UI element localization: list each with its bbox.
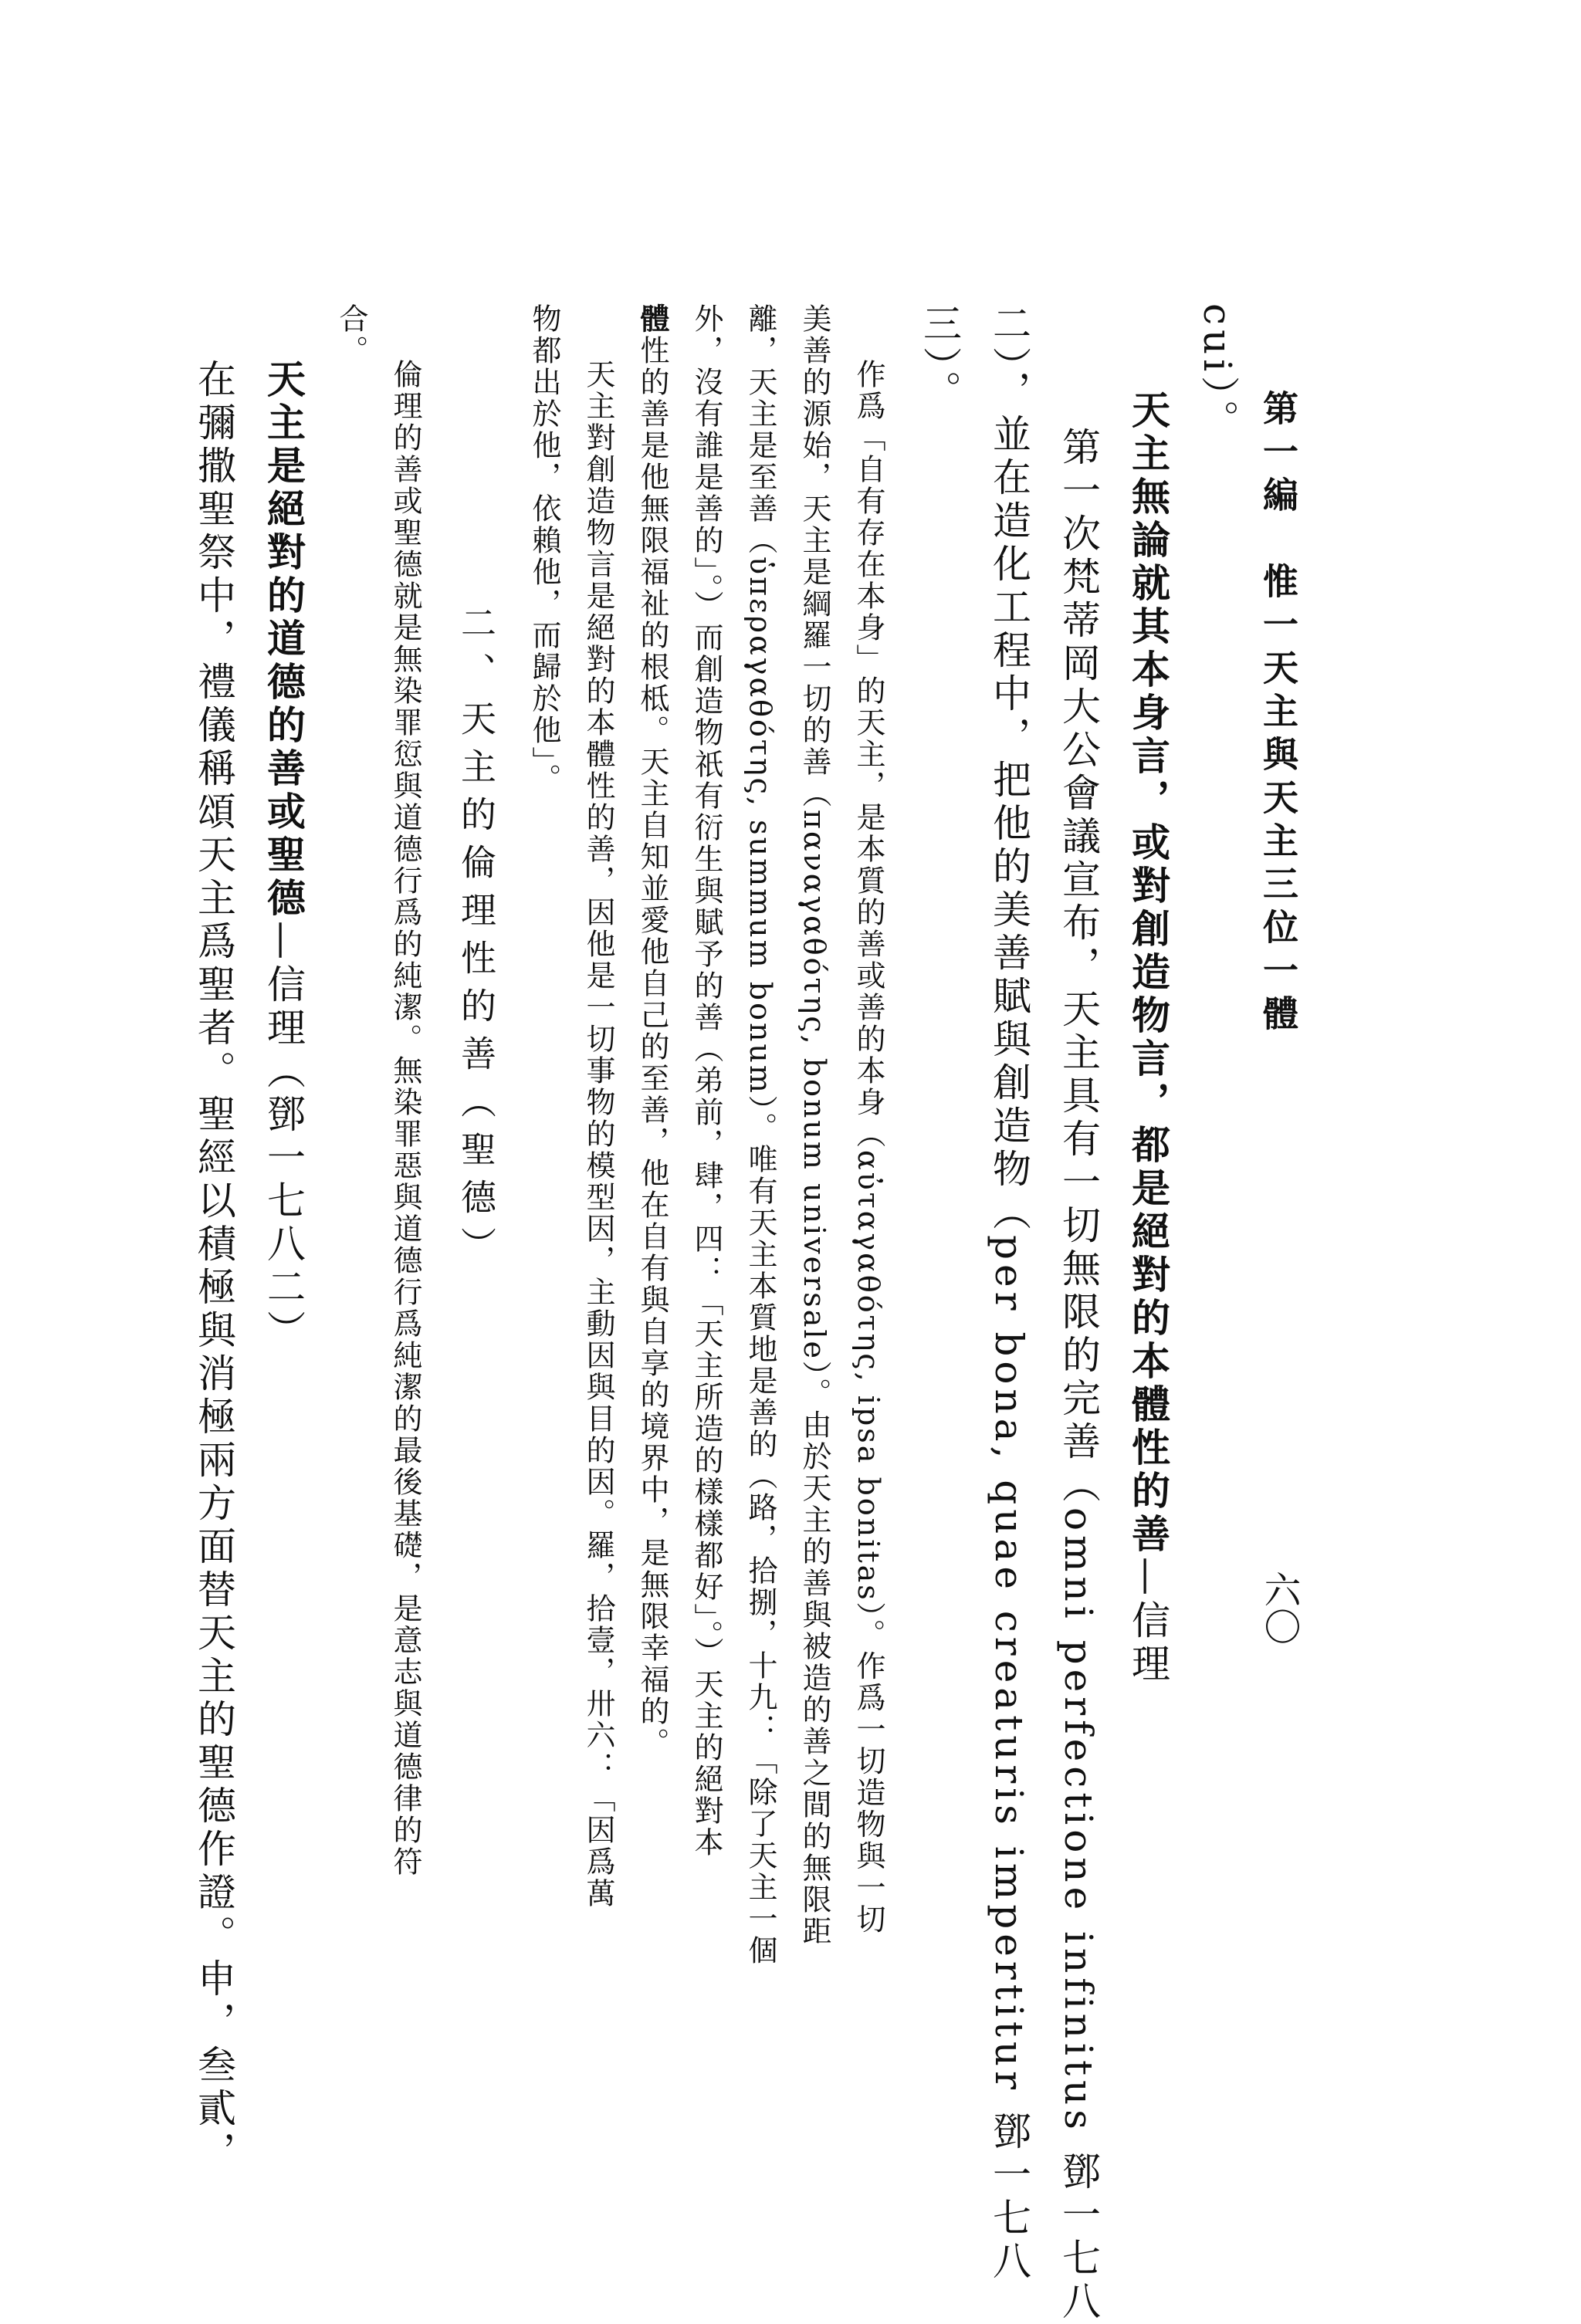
dogma-note-1: —信理 [1126, 1557, 1170, 1686]
text-column-9: 外，沒有誰是善的」。）而創造物祇有衍生與賦予的善（弟前，肆，四：「天主所造的樣樣都好」。）天主的絕對本 [689, 303, 723, 1859]
text-column-17: 在彌撒聖祭中，禮儀稱頌天主爲聖者。聖經以積極與消極兩方面替天主的聖德作證。申，叁貳， [191, 359, 236, 2174]
text-column-6: 作爲「自有存在本身」的天主，是本質的善或善的本身（αὐταγαθότης, ipsa bonitas）。作爲一切造物與一切 [851, 359, 885, 1936]
text-column-2 [1126, 390, 1171, 1926]
text-column-3: 第一次梵蒂岡大公會議宣布，天主具有一切無限的完善（omni perfectione infinitus 鄧一七八 [1056, 427, 1101, 2324]
page-number: 六〇 [1258, 1571, 1301, 1645]
text-column-15: 合。 [334, 303, 368, 367]
text-column-11: 天主對創造物言是絕對的本體性的善，因他是一切事物的模型因，主動因與目的因。羅，拾壹，卅六：「因爲萬 [581, 359, 615, 1910]
text-column-8: 離，天主是至善（ὑπεραγαθότης, summum bonum）。唯有天主本質地是善的（路，拾捌，十九：「除了天主一個 [743, 303, 777, 1967]
dogma-note-2: —信理（鄧一七八二） [261, 921, 306, 1353]
text-column-10-rest: 性的善是他無限福祉的根柢。天主自知並愛他自己的至善，他在自有與自享的境界中，是無限幸福的。 [635, 335, 669, 1759]
section-heading: 二、天主的倫理性的善（聖德） [455, 604, 497, 1274]
text-column-5: 三）。 [917, 303, 962, 414]
dogma-heading-1: 天主無論就其本身言，或對創造物言，都是絕對的本體性的善 [1126, 390, 1171, 1557]
text-column-14: 倫理的善或聖德就是無染罪愆與道德行爲的純潔。無染罪惡與道德行爲純潔的最後基礎，是意志與道德律的符 [388, 359, 422, 1878]
bold-term: 體 [635, 303, 670, 335]
running-title: 第一編 惟一天主與天主三位一體 [1258, 390, 1299, 1038]
text-column-12: 物都出於他，依賴他，而歸於他」。 [527, 303, 561, 795]
text-column-4: 二），並在造化工程中，把他的美善賦與創造物（per bona, quae creaturis impertitur 鄧一七八 [987, 303, 1031, 2284]
text-column-10 [635, 303, 670, 2165]
dogma-heading-2: 天主是絕對的道德的善或聖德 [261, 359, 306, 921]
text-column-7: 美善的源始，天主是綱羅一切的善（παναγαθότης, bonum universale）。由於天主的善與被造的善之間的無限距 [797, 303, 831, 1948]
text-column-16 [261, 359, 306, 1439]
text-column-1: cui）。 [1195, 303, 1240, 444]
